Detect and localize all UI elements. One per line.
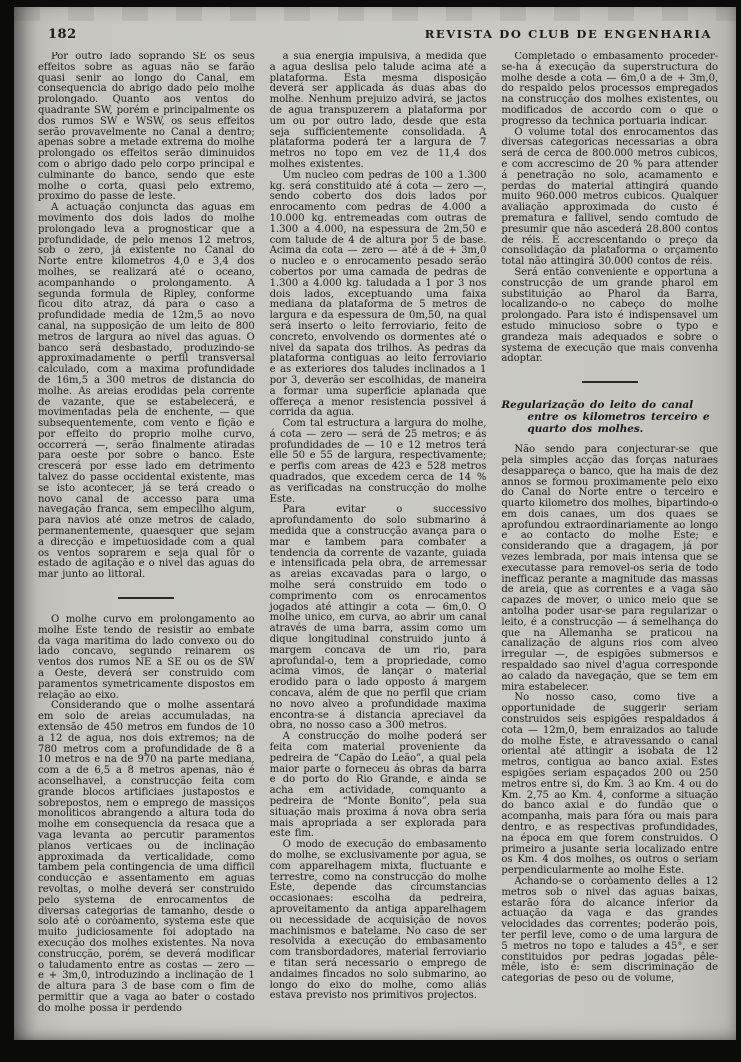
text-columns [30, 52, 720, 1024]
paragraph: Não sendo para conjecturar-se que pela simples acção das forças naturaes desappareça o banco, que ha mais de dez annos se formou proximamente pelo eixo do Canal do Norte entre o terceiro e quarto kilometro dos molhes, bipartindo-o em dois canaes, um dos quaes se aprofundou extraordinariamente ao longo e ao contacto do molhe Este; e considerando que a dragagem, já por vezes lembrada, por mais intensa que se executasse para removel-os seria de todo inefficaz perante a magnitude das massas de areia, que as correntes e a vaga são capazes de mover, o unico meio que se antolha poder usar-se para regularizar o leito, é a construcção — á semelhança do que na Allemanha se praticou na canalização de alguns rios com alveo irregular —, de espigões submersos e respaldado sao nivel d'agua corresponde ao calado da navegação, que se tem em mira estabelecer. [501, 444, 719, 693]
section-divider [118, 597, 174, 599]
column-3 [501, 52, 718, 1024]
journal-title: REVISTA DO CLUB DE ENGENHARIA [424, 27, 712, 41]
paragraph: a sua energia impulsiva, á medida que a agua deslisa pelo talude acima até a plataforma. Esta mesma disposição deverá ser applicada ás duas abas do molhe. Nenhum prejuizo advirá, se jactos de agua transpuzerem a plataforma por um ou por outro lado, desde que esta seja sufficientemente consolidada. A plataforma poderá ter a largura de 7 metros no topo em vez de 11,4 dos molhes existentes. [269, 52, 487, 170]
paragraph: No nosso caso, como tive a opportunidade de suggerir seriam construidos seis espigões respaldados á cota — 12m,0, bem enraizados ao talude do molhe Este, e atravessando o canal oriental até attingir a isobata de 12 metros, contigua ao banco axial. Estes espigões seriam espaçados 200 ou 250 metros entre si, do Km. 3 ao Km. 4 ou do Km. 2,75 ao Km. 4, conforme a situação do banco axial e do fundão que o acompanha, mais para fóra ou mais para dentro, e as respectivas profundidades, na época em que forem construidos. O primeiro a jusante seria localizado entre os Km. 4 dos molhes, os outros o seriam perpendicularmente ao molhe Este. [501, 692, 719, 877]
paragraph: Considerando que o molhe assentará em solo de areias accumuladas, na extensão de 450 metros em fundos de 10 a 12 de agua, nos dois extremos; na de 780 metros com a profundidade de 8 a 10 metros e na de 970 na parte mediana, com a de 6,5 a 8 metros apenas, não é aconselhavel, a construcção feita com grande blocos artificiaes justapostos e sobrepostos, nem o emprego de massiços monoliticos abrangendo a altura toda do molhe em consequencia da resaca que a vaga levanta ao percutir paramentos planos verticaes ou de inclinação approximada da verticalidade, como tambem pela contingencia de uma difficil conducção e assentamento em aguas revoltas, o molhe deverá ser construido pelo systema de enrocamentos de diversas categorias de tamanho, desde o solo até o coròamento, systema este que muito judiciosamente foi adoptado na execução dos molhes existentes. Na nova construcção, porém, se deverá modificar o taludamento entre as costas — zero — e + 3m,0, introduzindo a inclinação de 1 de altura para 3 de base com o fim de permittir que a vaga ao bater o costado do molhe possa ir perdendo [38, 700, 255, 1014]
paragraph: A construcção do molhe poderá ser feita com material proveniente da pedreira de “Capão do Leão”, a qual pela maior parte o forneceu ás obras da barra e do porto do Rio Grande, e ainda se acha em actividade, comquanto a pedreira de “Monte Bonito”, pela sua situação mais proxima á nova obra seria mais apropriada a ser explorada para este fim. [269, 731, 487, 840]
paragraph: O volume total dos enrocamentos das diversas categoricas necessarias a obra será de cerca de 800.000 metros cubicos, e com accrescimo de 20 % para attender á penetração no solo, acamamento e perdas do material attingirá quando muito 960.000 metros cubicos. Qualquer avaliação approximada do custo é prematura e fallivel, sendo comtudo de presumir que não ascederá 28.800 contos de réis. E accrescentando o preço da consolidação da plataforma o orçamento total não attingirá 30.000 contos de réis. [501, 126, 719, 268]
paragraph: A actuação conjuncta das aguas em movimento dos dois lados do molhe prolongado leva a prognosticar que a profundidade, de pelo menos 12 metros, sob o zero, já existente no Canal do Norte entre kilometros 4,0 e 3,4 dos molhes, se realizará até o oceano, acompanhando o prolongamento. A segunda formula de Ripley, conforme ficou dito atraz, dá para o caso a profundidade media de 12m,5 ao novo canal, na supposição de um leito de 800 metros de largura ao nivel das aguas. O banco será desbastado, produzindo-se approximadamente o perfil transversal calculado, com a maxima profundidade de 16m,5 a 300 metros de distancia do molhe. As areias erodidas pela corrente de vazante, que se estabelecerá, e movimentadas pela de enchente, — que subsequentemente, com vento e fição e por effeito do proprio molhe curvo, occorrerá —, serão finalmente atiradas para oeste por sobre o banco. Este crescerá por esse lado em detrimento talvez do passe occidental existente, mas se isto acontecer, já se terá creado o novo canal de accesso para uma navegação franca, sem empecilho algum, para navios até onze metros de calado, permanentemente, quaesquer que sejam a direcção e impetuosidade com a qual os ventos soprarem e seja qual fôr o estado de agitação e o nivel das aguas do mar junto ao littoral. [38, 202, 255, 581]
section-divider [582, 381, 638, 383]
page-number: 182 [48, 27, 77, 42]
paragraph: Para evitar o successivo aprofundamento do solo submarino á medida que a construcção avança para o mar e tambem para combater a tendencia da corrente de vazante, guiada e intensificada pela obra, de arremessar as areias excavadas para o largo, o molhe será construido em todo o comprimento com os enrocamentos jogados até attingir a cota — 6m,0. O molhe unico, em curva, ao abrir um canal através de uma barra, assim como um dique longitudinal construido junto á margem concava de um rio, para aprofundal-o, tem a propriedade, como acima vimos, de lançar o material erodido para o lado opposto á margem concava, além de que no perfil que criam no novo alveo a profundidade maxima encontra-se á distancia apreciavel da obra, no nosso caso a 300 metros. [269, 504, 487, 732]
paragraph: Será então conveniente e opportuna a construcção de um grande pharol em substituição ao Pharol da Barra, localizando-o no cabeço do molhe prolongado. Para isto é indispensavel um estudo minucioso sobre o typo e grandeza mais adequados e sobre o systema de execução que mais convenha adoptar. [501, 266, 719, 365]
paragraph: Por outro lado soprando SE os seus effeitos sobre as aguas não se farão quasi senir ao longo do Canal, em consequencia do abrigo dado pelo molhe prolongado. Quanto aos ventos do quadrante SW, porém e principalmente os dos rumos SW e WSW, os seus effeitos serão provavelmente no Canal a dentro; apenas sobre a metade extrema do molhe prolongado os effeitos serão diminuidos com o abrigo dado pelo corpo principal e culminante do banco, sendo que este molhe o corta, quasi pelo extremo, proximo do passe de leste. [38, 52, 255, 203]
column-1 [38, 52, 255, 1024]
paragraph: Completado o embasamento proceder-se-ha á execução da superstructura do molhe desde a cota — 6m,0 a de + 3m,0, do respaldo pelos processos empregados na construcção dos molhes existentes, ou modificados de accordo com o que o progresso da technica portuaria indicar. [501, 52, 719, 127]
paragraph: Com tal estructura a largura do molhe, á cota — zero — será de 25 metros; e ás profundidades de — 10 e 12 metros terá elle 50 e 55 de largura, respectivamente; e perfis com areas de 423 e 528 metros quadrados, que excedem cerca de 14 % as verificadas na construcção do molhe Este. [269, 418, 487, 505]
page-header [30, 25, 720, 42]
column-2 [270, 52, 487, 1024]
paragraph: Um nucleo com pedras de 100 a 1.300 kg. será constituido até á cota — zero —, sendo coberto dos dois lados por enrocamento com pedras de 4.000 a 10.000 kg. entremeadas com outras de 1.300 a 4.000, na espessura de 2m,50 e com talude de 4 de altura por 5 de base. Acima da cota — zero — até á de + 3m,0 o nucleo e o enrocamento pesado serão cobertos por uma camada de pedras de 1.300 a 4.000 kg. taludada a 1 por 3 nos dois lados, exceptuando uma faixa mediana da plataforma de 5 metros de largura e da espessura de 0m,50, na qual será inserto o leito ferroviario, feito de concreto, envolvendo os dormentes até o nivel da sapata dos trilhos. As pedras da plataforma contiguas ao leito ferroviario e as exteriores dos taludes inclinados a 1 por 3, deverão ser escolhidas, de maneira a formar uma superficie aplanada que offereça a menor resistencia possivel á corrida da agua. [269, 169, 487, 419]
paper-area [14, 7, 736, 1040]
section-heading: Regularização do leito do canal entre os kilometros terceiro e quarto dos molhes. [501, 399, 710, 436]
paragraph: O molhe curvo em prolongamento ao molhe Este tendo de resistir ao embate da vaga maritima do lado convexo ou do lado concavo, segundo reinarem os ventos dos rumos NE a SE ou os de SW a Oeste, deverá ser construido com paramentos symetricamente dispostos em relação ao eixo. [38, 614, 255, 701]
paragraph: Achando-se o coròamento delles a 12 metros sob o nivel das aguas baixas, estarão fóra do alcance inferior da actuação da vaga e das grandes velocidades das correntes; poderão pois, ter perfil leve, como o de uma largura de 5 metros no topo e taludes a 45°, e ser constituidos por pedras jogadas pêle-mêle, isto é: sem discriminação de categorias de peso ou de volume, [501, 875, 719, 985]
paragraph: O modo de execução do embasamento do molhe, se exclusivamente por agua, se com apparelhagem mixta, fluctuante e terrestre, como na construcção do molhe Este, depende das circumstancias occasionaes: escolha da pedreira, aproveitamento da antiga apparelhagem ou necessidade de acquisição de novos machinismos e batelame. No caso de ser resolvida a execução do embasamento com transbordadores, material ferroviario e titan será necessario o emprego de andaimes fincados no solo submarino, ao longo do eixo do molhe, como aliás estava previsto nos primitivos projectos. [269, 839, 487, 1002]
